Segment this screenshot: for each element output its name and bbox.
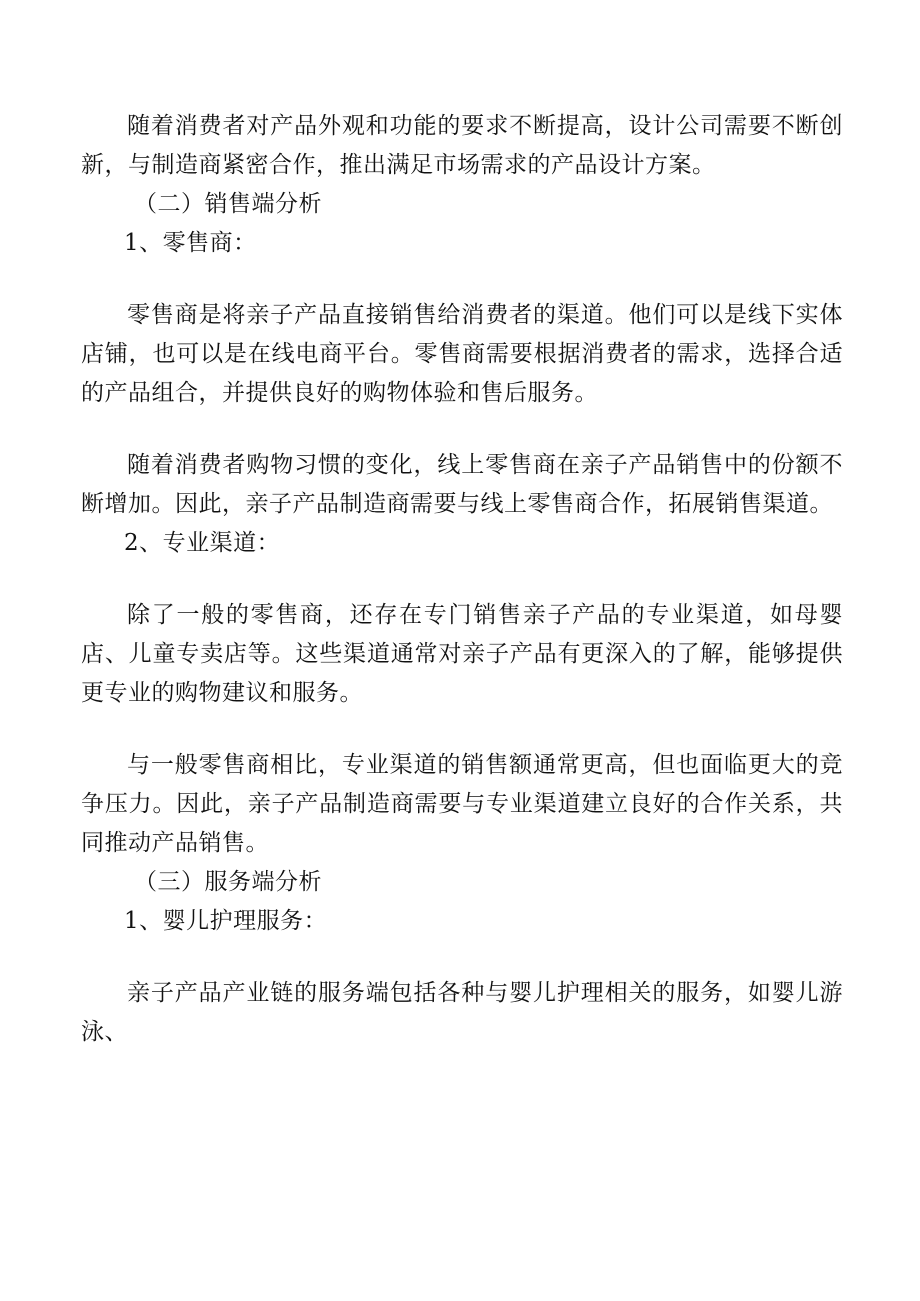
- paragraph-channel-competition: 与一般零售商相比，专业渠道的销售额通常更高，但也面临更大的竞争压力。因此，亲子产品制造商需要与专业渠道建立良好的合作关系，共同推动产品销售。: [81, 752, 843, 856]
- section-heading-services: （三）服务端分析: [134, 869, 322, 895]
- subheading-retailers: 1、零售商：: [124, 230, 257, 256]
- document-body: [81, 107, 843, 1052]
- section-heading-sales: （二）销售端分析: [134, 191, 322, 217]
- subheading-professional-channels: 2、专业渠道：: [124, 530, 281, 556]
- subheading-baby-care: 1、婴儿护理服务：: [124, 908, 328, 934]
- paragraph-retailers: 零售商是将亲子产品直接销售给消费者的渠道。他们可以是线下实体店铺，也可以是在线电商平台。零售商需要根据消费者的需求，选择合适的产品组合，并提供良好的购物体验和售后服务。: [81, 302, 843, 406]
- paragraph-baby-care-services: 亲子产品产业链的服务端包括各种与婴儿护理相关的服务，如婴儿游泳、: [81, 980, 843, 1045]
- paragraph-design-innovation: 随着消费者对产品外观和功能的要求不断提高，设计公司需要不断创新，与制造商紧密合作，推出满足市场需求的产品设计方案。: [81, 113, 843, 178]
- paragraph-professional-channels: 除了一般的零售商，还存在专门销售亲子产品的专业渠道，如母婴店、儿童专卖店等。这些渠道通常对亲子产品有更深入的了解，能够提供更专业的购物建议和服务。: [81, 602, 843, 706]
- paragraph-online-retail: 随着消费者购物习惯的变化，线上零售商在亲子产品销售中的份额不断增加。因此，亲子产品制造商需要与线上零售商合作，拓展销售渠道。: [81, 452, 843, 517]
